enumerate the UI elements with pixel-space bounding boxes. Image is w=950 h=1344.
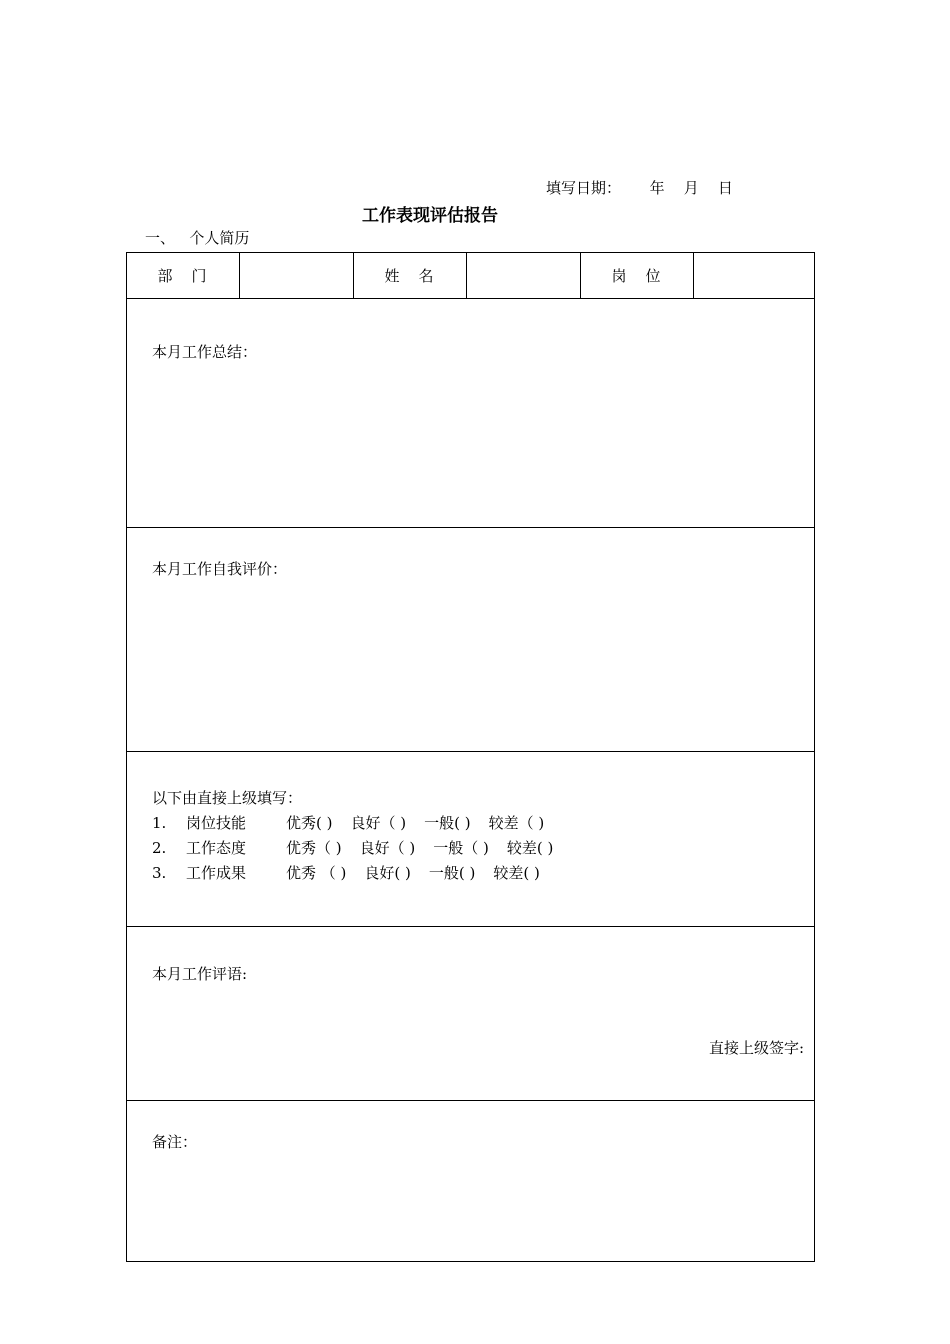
fill-date-day: 日: [717, 179, 733, 197]
section-number: 一、: [145, 229, 176, 247]
criterion-name: 工作成果: [186, 864, 247, 882]
criterion-name: 工作态度: [186, 839, 247, 857]
self-evaluation-label: 本月工作自我评价：: [152, 560, 288, 578]
rating-option-excellent[interactable]: 优秀 （ ): [286, 864, 347, 882]
position-label: 岗 位: [581, 253, 694, 298]
criterion-index: 1.: [152, 814, 167, 832]
name-label: 姓 名: [354, 253, 467, 298]
rating-option-average[interactable]: 一般( ): [424, 814, 471, 832]
monthly-comment-label: 本月工作评语:: [152, 965, 248, 983]
remark-field[interactable]: [127, 1101, 814, 1261]
monthly-summary-label: 本月工作总结：: [152, 343, 258, 361]
rating-option-good[interactable]: 良好（ ): [350, 814, 407, 832]
fill-date-month: 月: [683, 179, 699, 197]
supervisor-intro: 以下由直接上级填写：: [152, 789, 303, 807]
fill-date-label: 填写日期：: [546, 179, 622, 197]
remark-label: 备注：: [152, 1133, 198, 1151]
supervisor-rating-lines: [152, 786, 571, 886]
rating-option-excellent[interactable]: 优秀( ): [286, 814, 333, 832]
rating-option-average[interactable]: 一般（ ): [433, 839, 489, 857]
rating-option-excellent[interactable]: 优秀（ ): [286, 839, 342, 857]
section-label: 个人简历: [189, 229, 250, 247]
evaluation-form: [126, 252, 815, 1262]
rating-option-average[interactable]: 一般( ): [428, 864, 476, 882]
criterion-row: [152, 861, 571, 886]
rating-option-poor[interactable]: 较差（ ): [488, 814, 545, 832]
monthly-comment-field[interactable]: [127, 927, 814, 1101]
rating-option-good[interactable]: 良好( ): [364, 864, 411, 882]
rating-option-good[interactable]: 良好（ ): [359, 839, 416, 857]
criterion-name: 岗位技能: [186, 814, 247, 832]
position-field[interactable]: [694, 253, 814, 298]
info-row: [127, 253, 814, 299]
supervisor-rating-section: [127, 752, 814, 927]
supervisor-signature-label: 直接上级签字:: [708, 1039, 804, 1057]
fill-date-line: [546, 177, 733, 198]
criterion-index: 3.: [152, 864, 167, 882]
page-title: 工作表现评估报告: [362, 206, 498, 226]
rating-option-poor[interactable]: 较差( ): [506, 839, 554, 857]
criterion-row: [152, 836, 571, 861]
criterion-row: [152, 811, 571, 836]
section-heading: [145, 227, 249, 248]
self-evaluation-field[interactable]: [127, 528, 814, 752]
monthly-summary-field[interactable]: [127, 299, 814, 528]
name-field[interactable]: [467, 253, 581, 298]
department-field[interactable]: [240, 253, 354, 298]
fill-date-year: 年: [649, 179, 665, 197]
rating-option-poor[interactable]: 较差( ): [493, 864, 540, 882]
department-label: 部 门: [127, 253, 240, 298]
criterion-index: 2.: [152, 839, 167, 857]
